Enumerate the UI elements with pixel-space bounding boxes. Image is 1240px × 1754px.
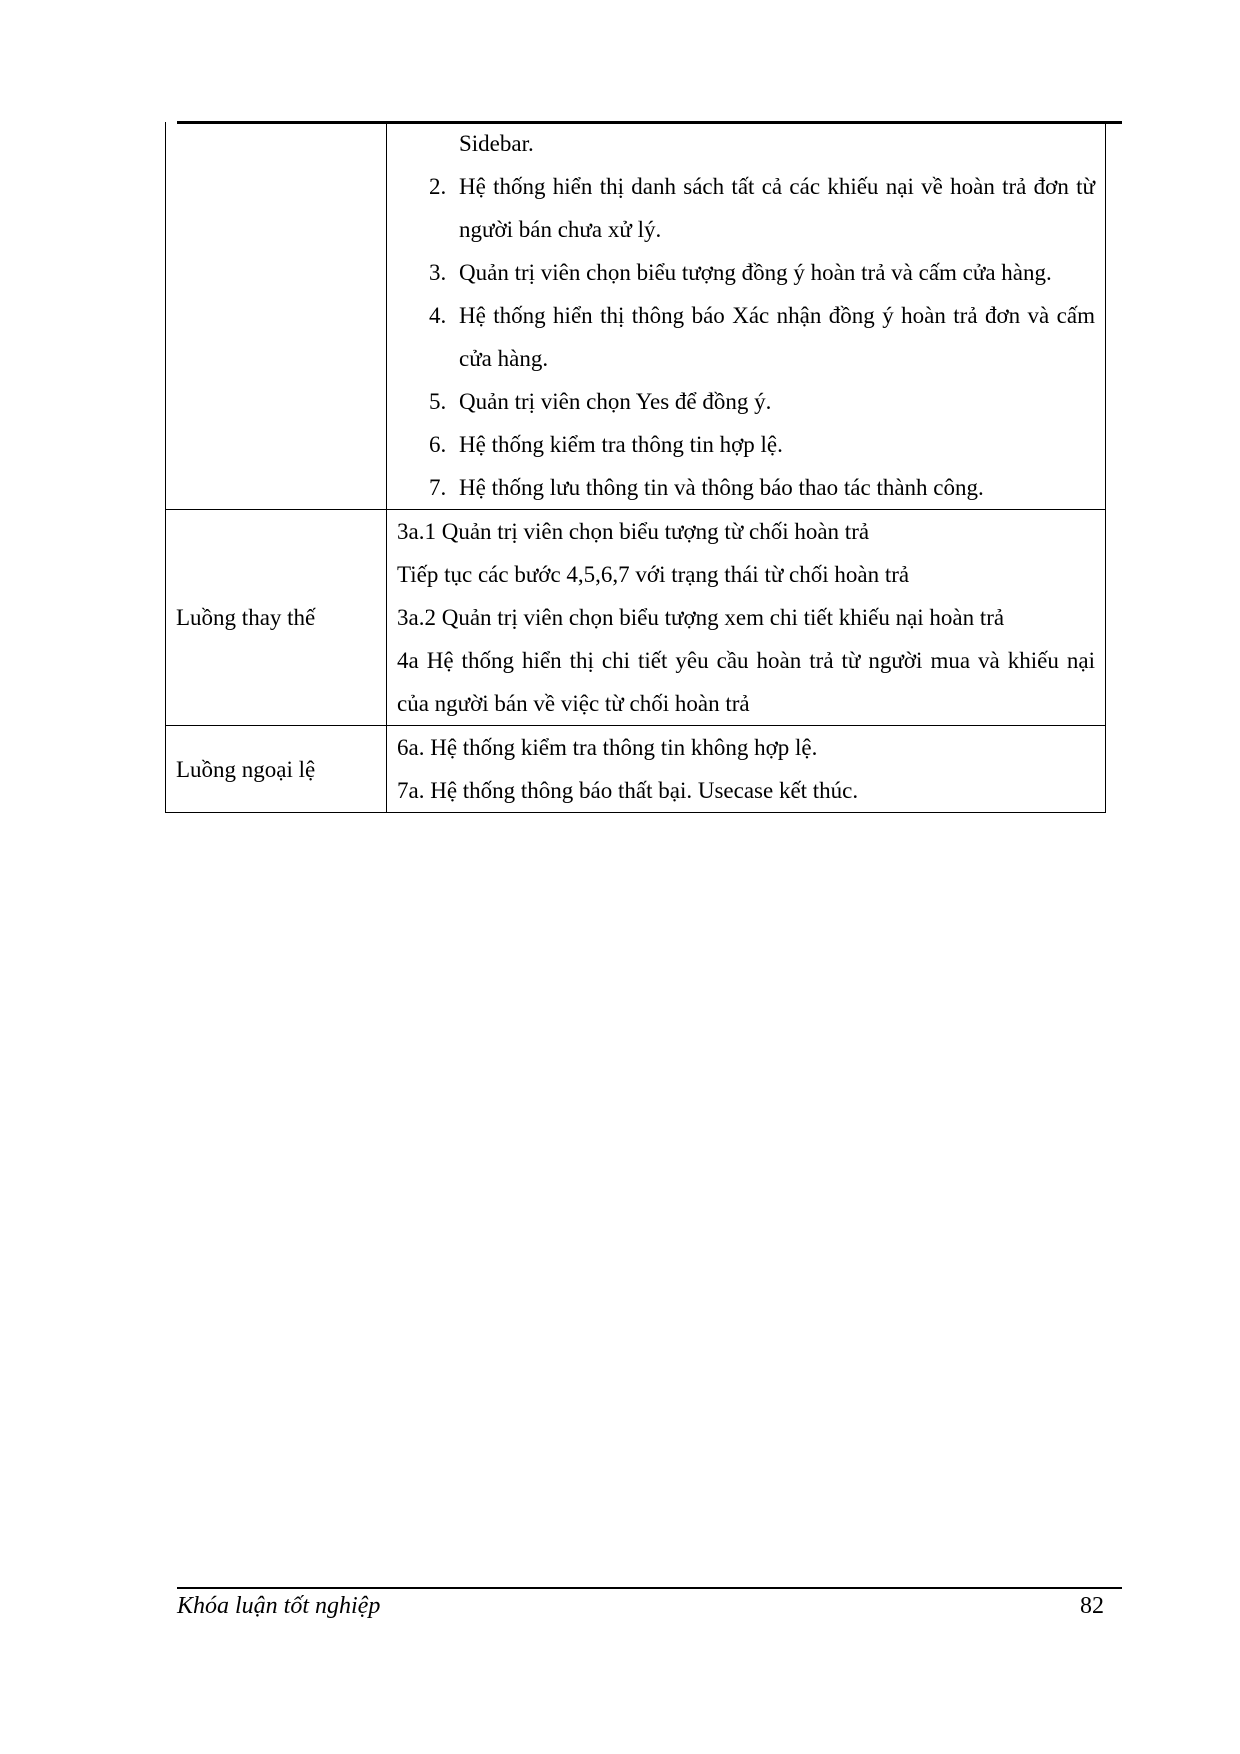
step-item: 2. Hệ thống hiển thị danh sách tất cả các khiếu nại về hoàn trả đơn từ người bán chưa xử lý. [429,174,1095,242]
main-flow-row [166,122,1106,510]
main-flow-content [387,122,1106,510]
exception-line: 7a. Hệ thống thông báo thất bại. Usecase kết thúc. [397,778,859,803]
alternate-line: 3a.1 Quản trị viên chọn biểu tượng từ chối hoàn trả [397,519,870,544]
step-item: 5. Quản trị viên chọn Yes để đồng ý. [429,389,772,414]
alternate-flow-label: Luồng thay thế [166,510,387,726]
alternate-flow-content [387,510,1106,726]
footer-title: Khóa luận tốt nghiệp [177,1593,381,1619]
step-item: 7. Hệ thống lưu thông tin và thông báo thao tác thành công. [429,475,984,500]
exception-flow-content [387,726,1106,813]
alternate-line: Tiếp tục các bước 4,5,6,7 với trạng thái từ chối hoàn trả [397,562,910,587]
usecase-table [165,122,1106,813]
page-number: 82 [1080,1593,1104,1619]
step-item: 3. Quản trị viên chọn biểu tượng đồng ý hoàn trả và cấm cửa hàng. [429,260,1052,285]
step-item: Sidebar. [459,131,534,156]
exception-flow-row [166,726,1106,813]
alternate-line: 4a Hệ thống hiển thị chi tiết yêu cầu hoàn trả từ người mua và khiếu nại của người bán về việc từ chối hoàn trả [397,648,1095,716]
main-flow-steps [397,122,1095,509]
alternate-line: 3a.2 Quản trị viên chọn biểu tượng xem chi tiết khiếu nại hoàn trả [397,605,1005,630]
step-item: 4. Hệ thống hiển thị thông báo Xác nhận đồng ý hoàn trả đơn và cấm cửa hàng. [429,303,1095,371]
exception-flow-label: Luồng ngoại lệ [166,726,387,813]
footer-rule [177,1587,1122,1589]
step-item: 6. Hệ thống kiểm tra thông tin hợp lệ. [429,432,783,457]
main-flow-label [166,122,387,510]
alternate-flow-row [166,510,1106,726]
exception-line: 6a. Hệ thống kiểm tra thông tin không hợp lệ. [397,735,818,760]
